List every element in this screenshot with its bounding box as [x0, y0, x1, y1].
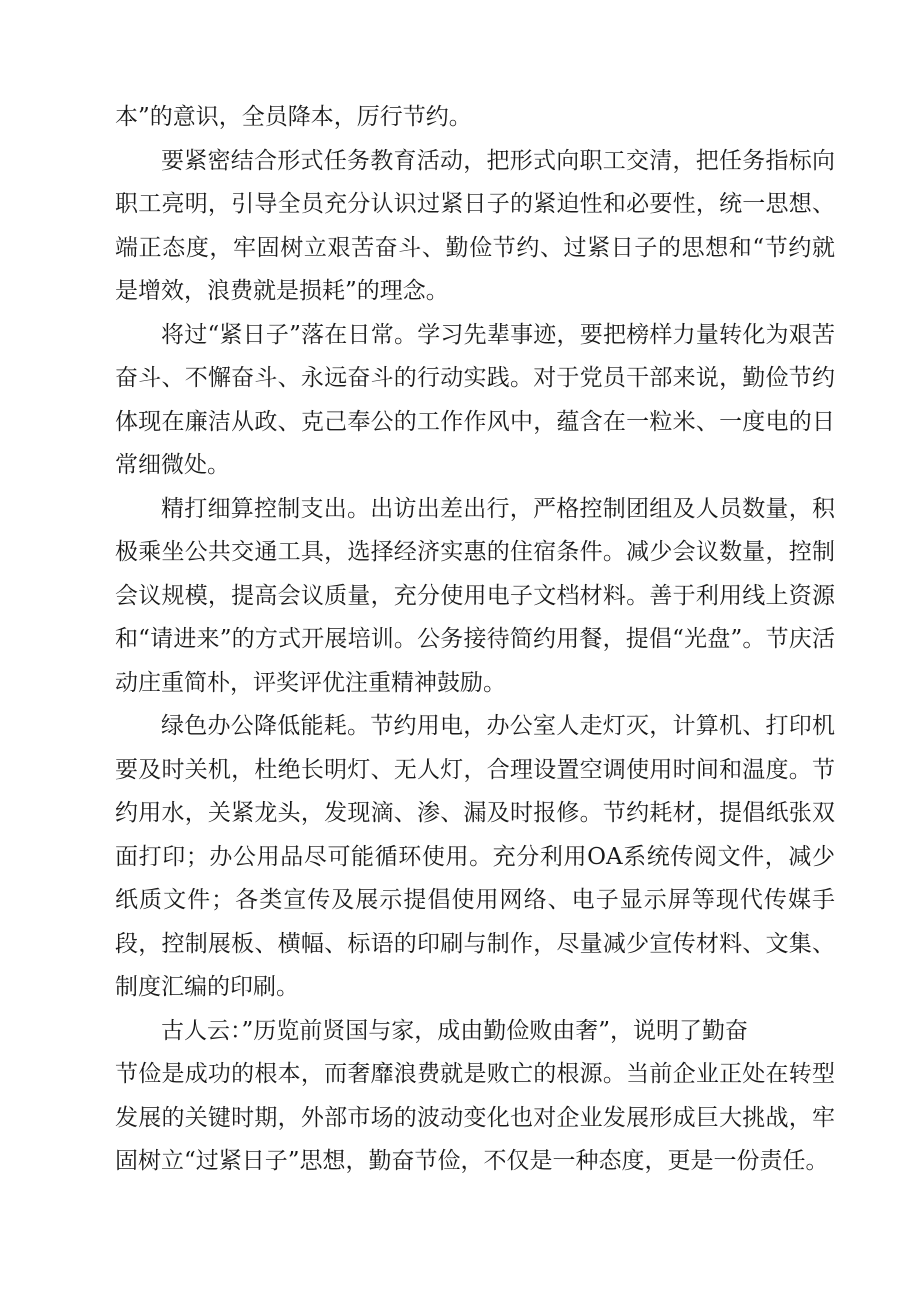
- paragraph-control-spending: 精打细算控制支出。出访出差出行，严格控制团组及人员数量，积极乘坐公共交通工具，选择经济实惠的住宿条件。减少会议数量，控制会议规模，提高会议质量，充分使用电子文档材料。善于利用线上资源和“请进来”的方式开展培训。公务接待简约用餐，提倡“光盘”。节庆活动庄重简朴，评奖评优注重精神鼓励。: [115, 495, 835, 696]
- document-body: [115, 96, 835, 1184]
- paragraph-continuation: 本”的意识，全员降本，厉行节约。: [115, 104, 472, 130]
- closing-first-line: 古人云：”历览前贤国与家，成由勤俭败由奢”，说明了勤奋: [161, 1017, 749, 1044]
- paragraph-closing: [115, 1010, 835, 1184]
- closing-rest: 节俭是成功的根本，而奢靡浪费就是败亡的根源。当前企业正处在转型发展的关键时期，外部市场的波动变化也对企业发展形成巨大挑战，牢固树立“过紧日子”思想，勤奋节俭，不仅是一种态度，更是一份责任。: [115, 1061, 835, 1174]
- paragraph-green-office: 绿色办公降低能耗。节约用电，办公室人走灯灭，计算机、打印机要及时关机，杜绝长明灯、无人灯，合理设置空调使用时间和温度。节约用水，关紧龙头，发现滴、渗、漏及时报修。节约耗材，提倡纸张双面打印；办公用品尽可能循环使用。充分利用OA系统传阅文件，减少纸质文件；各类宣传及展示提倡使用网络、电子显示屏等现代传媒手段，控制展板、横幅、标语的印刷与制作，尽量减少宣传材料、文集、制度汇编的印刷。: [115, 713, 835, 1000]
- paragraph-education: 要紧密结合形式任务教育活动，把形式向职工交清，把任务指标向职工亮明，引导全员充分认识过紧日子的紧迫性和必要性，统一思想、端正态度，牢固树立艰苦奋斗、勤俭节约、过紧日子的思想和“节约就是增效，浪费就是损耗”的理念。: [115, 147, 835, 304]
- paragraph-daily-practice: 将过“紧日子”落在日常。学习先辈事迹，要把榜样力量转化为艰苦奋斗、不懈奋斗、永远奋斗的行动实践。对于党员干部来说，勤俭节约体现在廉洁从政、克己奉公的工作作风中，蕴含在一粒米、一度电的日常细微处。: [115, 321, 835, 478]
